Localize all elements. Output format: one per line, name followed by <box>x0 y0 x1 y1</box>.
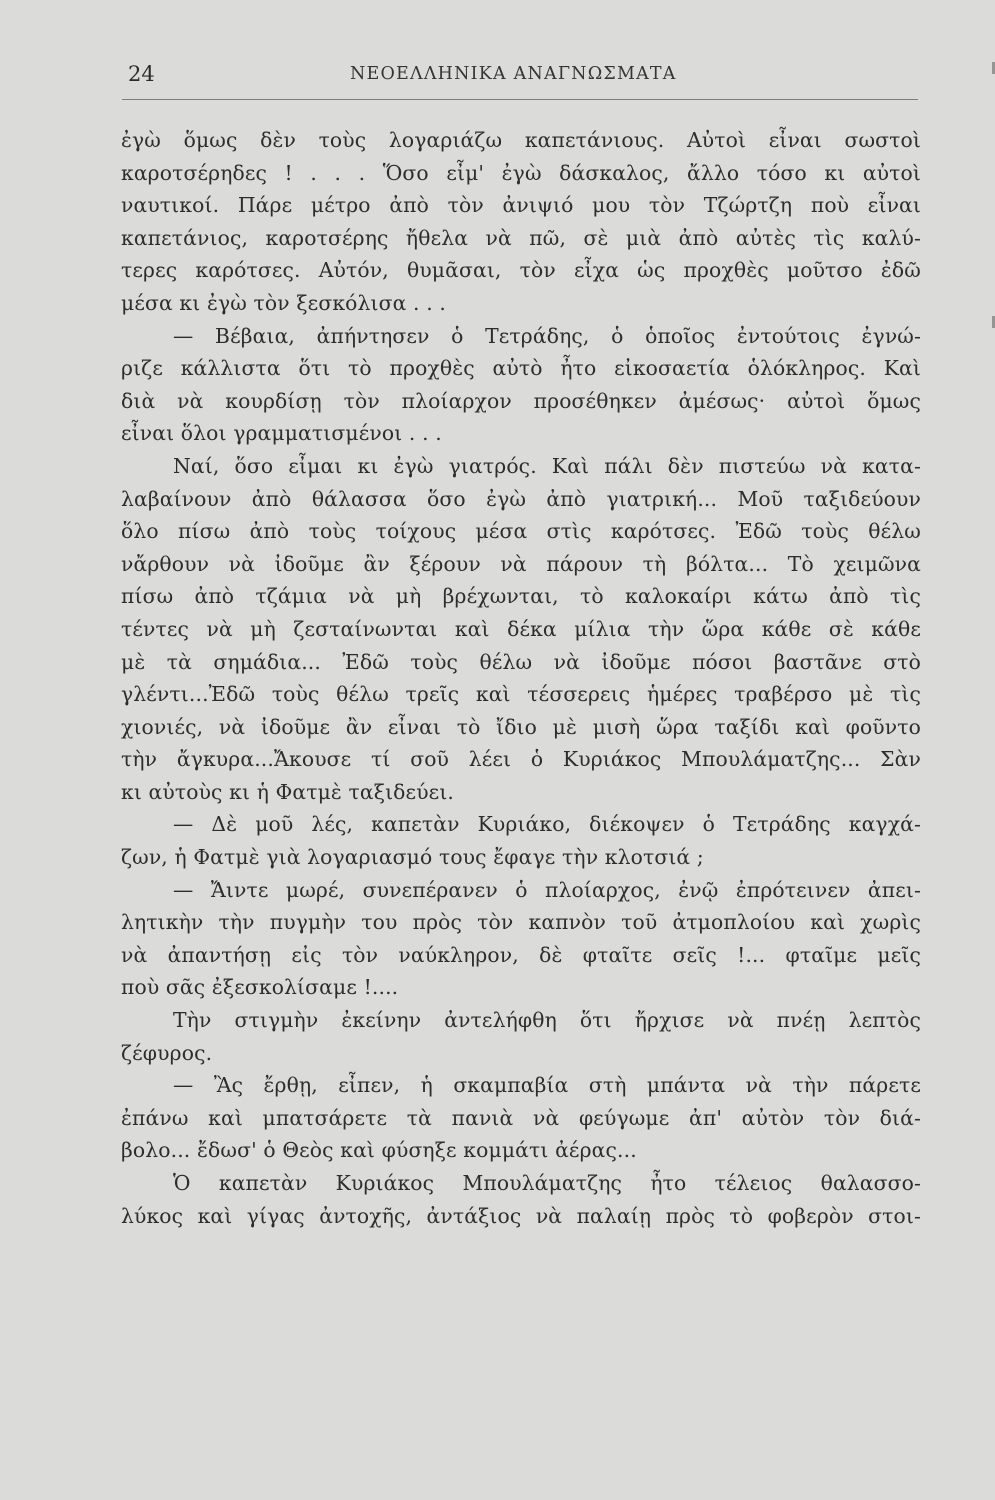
text-line: ὅλο πίσω ἀπὸ τοὺς τοίχους μέσα στὶς καρότσες. Ἐδῶ τοὺς θέλω <box>121 519 921 544</box>
text-line: ποὺ σᾶς ἐξεσκολίσαμε !.... <box>121 975 399 1000</box>
text-line: πίσω ἀπὸ τζάμια νὰ μὴ βρέχωνται, τὸ καλοκαίρι κάτω ἀπὸ τὶς <box>121 584 921 609</box>
text-line: τὴν ἄγκυρα...Ἄκουσε τί σοῦ λέει ὁ Κυριάκος Μπουλάματζης... Σὰν <box>121 747 921 772</box>
text-line: Ναί, ὅσο εἶμαι κι ἐγὼ γιατρός. Καὶ πάλι δὲν πιστεύω νὰ κατα- <box>173 453 921 478</box>
text-line: μὲ τὰ σημάδια... Ἐδῶ τοὺς θέλω νὰ ἰδοῦμε πόσοι βαστᾶνε στὸ <box>121 649 921 674</box>
running-title: ΝΕΟΕΛΛΗΝΙΚΑ ΑΝΑΓΝΩΣΜΑΤΑ <box>350 64 677 84</box>
text-line: γλέντι...Ἐδῶ τοὺς θέλω τρεῖς καὶ τέσσερεις ἡμέρες τραβέρσο μὲ τὶς <box>121 682 921 707</box>
page-number: 24 <box>128 62 155 86</box>
text-line: ριζε κάλλιστα ὅτι τὸ προχθὲς αὐτὸ ἦτο εἰκοσαετία ὁλόκληρος. Καὶ <box>121 356 921 381</box>
text-line: κι αὐτοὺς κι ἡ Φατμὲ ταξιδεύει. <box>121 779 455 804</box>
text-line: ναυτικοί. Πάρε μέτρο ἀπὸ τὸν ἀνιψιό μου τὸν Τζώρτζη ποὺ εἶναι <box>121 193 921 218</box>
text-line: — Βέβαια, ἀπήντησεν ὁ Τετράδης, ὁ ὁποῖος ἐντούτοις ἐγνώ- <box>173 323 921 348</box>
text-line: λύκος καὶ γίγας ἀντοχῆς, ἀντάξιος νὰ παλαίῃ πρὸς τὸ φοβερὸν στοι- <box>121 1203 921 1228</box>
text-line: λαβαίνουν ἀπὸ θάλασσα ὅσο ἐγὼ ἀπὸ γιατρική... Μοῦ ταξιδεύουν <box>121 486 921 511</box>
text-line: καπετάνιος, καροτσέρης ἤθελα νὰ πῶ, σὲ μιὰ ἀπὸ αὐτὲς τὶς καλύ- <box>121 225 921 250</box>
text-line: διὰ νὰ κουρδίσῃ τὸν πλοίαρχον προσέθηκεν ἀμέσως· αὐτοὶ ὅμως <box>121 388 921 413</box>
text-line: καροτσέρηδες ! . . . Ὅσο εἶμ' ἐγὼ δάσκαλος, ἄλλο τόσο κι αὐτοὶ <box>121 160 921 185</box>
text-line: — Ἄιντε μωρέ, συνεπέρανεν ὁ πλοίαρχος, ἐνῷ ἐπρότεινεν ἀπει- <box>173 877 921 902</box>
text-line: μέσα κι ἐγὼ τὸν ξεσκόλισα . . . <box>121 290 447 315</box>
body-text <box>121 124 921 1232</box>
text-line: εἶναι ὅλοι γραμματισμένοι . . . <box>121 421 442 446</box>
text-line: ἐπάνω καὶ μπατσάρετε τὰ πανιὰ νὰ φεύγωμε ἀπ' αὐτὸν τὸν διά- <box>121 1105 921 1130</box>
text-line: χιονιές, νὰ ἰδοῦμε ἂν εἶναι τὸ ἴδιο μὲ μισὴ ὥρα ταξίδι καὶ φοῦντο <box>121 714 921 739</box>
text-line: — Δὲ μοῦ λές, καπετὰν Κυριάκο, διέκοψεν ὁ Τετράδης καγχά- <box>173 812 921 837</box>
text-line: τερες καρότσες. Αὐτόν, θυμᾶσαι, τὸν εἶχα ὡς προχθὲς μοῦτσο ἐδῶ <box>121 258 921 283</box>
text-line: λητικὴν τὴν πυγμὴν του πρὸς τὸν καπνὸν τοῦ ἀτμοπλοίου καὶ χωρὶς <box>121 910 921 935</box>
text-line: νἄρθουν νὰ ἰδοῦμε ἂν ξέρουν νὰ πάρουν τὴ βόλτα... Τὸ χειμῶνα <box>121 551 921 576</box>
header-rule <box>122 99 918 100</box>
page-header <box>128 60 918 90</box>
text-line: τέντες νὰ μὴ ζεσταίνωνται καὶ δέκα μίλια τὴν ὥρα κάθε σὲ κάθε <box>121 616 921 641</box>
text-line: ζων, ἡ Φατμὲ γιὰ λογαριασμό τους ἔφαγε τὴν κλοτσιά ; <box>121 845 704 870</box>
text-line: ζέφυρος. <box>121 1040 213 1065</box>
text-line: — Ἂς ἔρθῃ, εἶπεν, ἡ σκαμπαβία στὴ μπάντα νὰ τὴν πάρετε <box>173 1073 921 1098</box>
text-line: Ὁ καπετὰν Κυριάκος Μπουλάματζης ἦτο τέλειος θαλασσο- <box>173 1171 921 1195</box>
text-line: Τὴν στιγμὴν ἐκείνην ἀντελήφθη ὅτι ἤρχισε νὰ πνέῃ λεπτὸς <box>173 1008 921 1033</box>
text-line: βολο... ἔδωσ' ὁ Θεὸς καὶ φύσηξε κομμάτι ἀέρας... <box>121 1138 637 1163</box>
text-line: ἐγὼ ὅμως δὲν τοὺς λογαριάζω καπετάνιους. Αὐτοὶ εἶναι σωστοὶ <box>121 128 921 152</box>
text-line: νὰ ἀπαντήσῃ εἰς τὸν ναύκληρον, δὲ φταῖτε σεῖς !... φταῖμε μεῖς <box>121 942 921 967</box>
